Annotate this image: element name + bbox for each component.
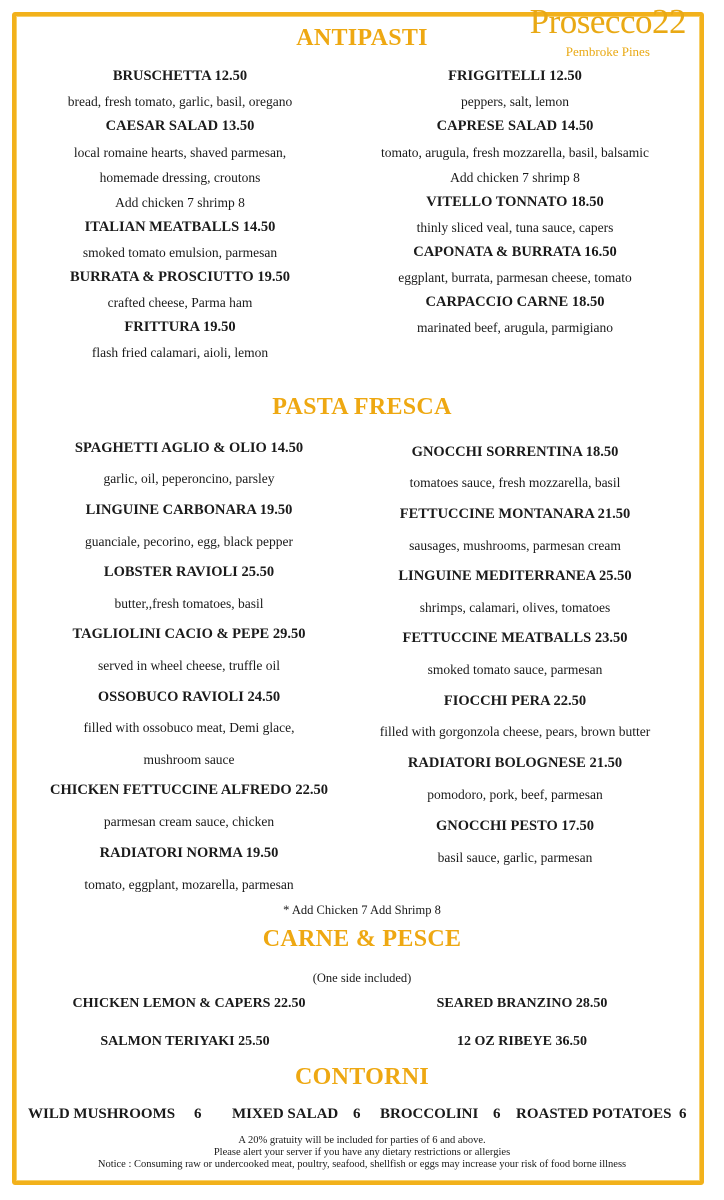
menu-item-desc: peppers, salt, lemon xyxy=(461,94,569,109)
menu-item-name: TAGLIOLINI CACIO & PEPE 29.50 xyxy=(72,626,306,642)
menu-item-desc: Add chicken 7 shrimp 8 xyxy=(450,170,580,185)
contorni-item-price: 6 xyxy=(353,1106,361,1122)
contorni-item-price: 6 xyxy=(679,1106,687,1122)
menu-item-desc: sausages, mushrooms, parmesan cream xyxy=(409,538,621,553)
footer-gratuity-note: A 20% gratuity will be included for parties of 6 and above. xyxy=(238,1135,486,1146)
menu-item-desc: crafted cheese, Parma ham xyxy=(107,295,253,310)
menu-item-desc: tomato, eggplant, mozarella, parmesan xyxy=(84,877,294,892)
menu-item-name: VITELLO TONNATO 18.50 xyxy=(426,194,604,210)
carne-title: CARNE & PESCE xyxy=(262,926,462,952)
menu-item-name: ITALIAN MEATBALLS 14.50 xyxy=(84,219,276,235)
menu-item-desc: thinly sliced veal, tuna sauce, capers xyxy=(416,220,614,235)
menu-item-name: CARPACCIO CARNE 18.50 xyxy=(425,294,605,310)
antipasti-title: ANTIPASTI xyxy=(296,25,428,51)
menu-item-desc: flash fried calamari, aioli, lemon xyxy=(91,345,269,360)
carne-item: SALMON TERIYAKI 25.50 xyxy=(100,1034,270,1049)
menu-item-name: FIOCCHI PERA 22.50 xyxy=(443,693,587,709)
menu-item-desc: marinated beef, arugula, parmigiano xyxy=(416,320,614,335)
menu-item-name: RADIATORI NORMA 19.50 xyxy=(99,845,279,861)
menu-item-name: BRUSCHETTA 12.50 xyxy=(112,68,248,84)
contorni-title: CONTORNI xyxy=(295,1064,429,1090)
menu-item-desc: parmesan cream sauce, chicken xyxy=(103,814,275,829)
menu-item-desc: shrimps, calamari, olives, tomatoes xyxy=(419,600,611,615)
contorni-item-name: MIXED SALAD xyxy=(232,1106,339,1122)
contorni-item-name: ROASTED POTATOES xyxy=(516,1106,672,1122)
menu-item-desc: local romaine hearts, shaved parmesan, xyxy=(73,145,287,160)
menu-item-name: LINGUINE MEDITERRANEA 25.50 xyxy=(398,568,632,584)
footer-consumption-notice: Notice : Consuming raw or undercooked meat, poultry, seafood, shellfish or eggs may increase your risk of food borne illness xyxy=(97,1159,627,1170)
contorni-item-price: 6 xyxy=(194,1106,202,1122)
menu-item-name: FRITTURA 19.50 xyxy=(124,319,236,335)
menu-item-desc: tomato, arugula, fresh mozzarella, basil, balsamic xyxy=(380,145,650,160)
menu-item-name: GNOCCHI SORRENTINA 18.50 xyxy=(411,444,619,460)
menu-item-desc: mushroom sauce xyxy=(143,752,235,767)
carne-subtitle: (One side included) xyxy=(312,971,412,985)
menu-item-desc: eggplant, burrata, parmesan cheese, tomato xyxy=(398,270,632,285)
menu-item-desc: guanciale, pecorino, egg, black pepper xyxy=(84,534,294,549)
contorni-item-price: 6 xyxy=(493,1106,501,1122)
menu-item-name: FRIGGITELLI 12.50 xyxy=(448,68,582,84)
menu-item-desc: Add chicken 7 shrimp 8 xyxy=(115,195,245,210)
menu-item-name: CAPRESE SALAD 14.50 xyxy=(436,118,594,134)
menu-item-name: FETTUCCINE MEATBALLS 23.50 xyxy=(402,630,628,646)
menu-item-desc: tomatoes sauce, fresh mozzarella, basil xyxy=(409,475,621,490)
menu-item-name: LOBSTER RAVIOLI 25.50 xyxy=(103,564,275,580)
menu-item-desc: basil sauce, garlic, parmesan xyxy=(437,850,593,865)
menu-item-name: CAESAR SALAD 13.50 xyxy=(105,118,255,134)
contorni-item-name: WILD MUSHROOMS xyxy=(28,1106,176,1122)
footer-allergy-note: Please alert your server if you have any dietary restrictions or allergies xyxy=(213,1147,511,1158)
menu-item-name: BURRATA & PROSCIUTTO 19.50 xyxy=(70,269,290,285)
carne-item: 12 OZ RIBEYE 36.50 xyxy=(457,1034,587,1049)
brand-name: Prosecco22 xyxy=(529,2,686,41)
menu-item-name: LINGUINE CARBONARA 19.50 xyxy=(85,502,293,518)
menu-item-desc: smoked tomato emulsion, parmesan xyxy=(82,245,278,260)
menu-item-name: CHICKEN FETTUCCINE ALFREDO 22.50 xyxy=(50,782,328,798)
menu-item-desc: garlic, oil, peperoncino, parsley xyxy=(103,471,275,486)
menu-item-desc: served in wheel cheese, truffle oil xyxy=(98,658,280,673)
menu-item-name: RADIATORI BOLOGNESE 21.50 xyxy=(407,755,623,771)
menu-item-desc: bread, fresh tomato, garlic, basil, oregano xyxy=(67,94,293,109)
menu-item-desc: pomodoro, pork, beef, parmesan xyxy=(427,787,603,802)
carne-item: SEARED BRANZINO 28.50 xyxy=(436,996,608,1011)
menu-item-name: GNOCCHI PESTO 17.50 xyxy=(435,818,595,834)
pasta-title: PASTA FRESCA xyxy=(272,394,452,420)
menu-item-desc: smoked tomato sauce, parmesan xyxy=(427,662,603,677)
menu-item-desc: filled with ossobuco meat, Demi glace, xyxy=(83,720,295,735)
brand-location: Pembroke Pines xyxy=(565,44,650,59)
menu-item-desc: homemade dressing, croutons xyxy=(99,170,261,185)
menu-item-name: OSSOBUCO RAVIOLI 24.50 xyxy=(97,689,281,705)
menu-item-name: CAPONATA & BURRATA 16.50 xyxy=(413,244,617,260)
contorni-item-name: BROCCOLINI xyxy=(380,1106,479,1122)
carne-item: CHICKEN LEMON & CAPERS 22.50 xyxy=(72,996,306,1011)
pasta-add-note: * Add Chicken 7 Add Shrimp 8 xyxy=(283,903,441,917)
menu-item-name: SPAGHETTI AGLIO & OLIO 14.50 xyxy=(74,440,304,456)
menu-item-desc: butter,,fresh tomatoes, basil xyxy=(114,596,264,611)
menu-item-name: FETTUCCINE MONTANARA 21.50 xyxy=(399,506,631,522)
menu-item-desc: filled with gorgonzola cheese, pears, brown butter xyxy=(379,724,651,739)
